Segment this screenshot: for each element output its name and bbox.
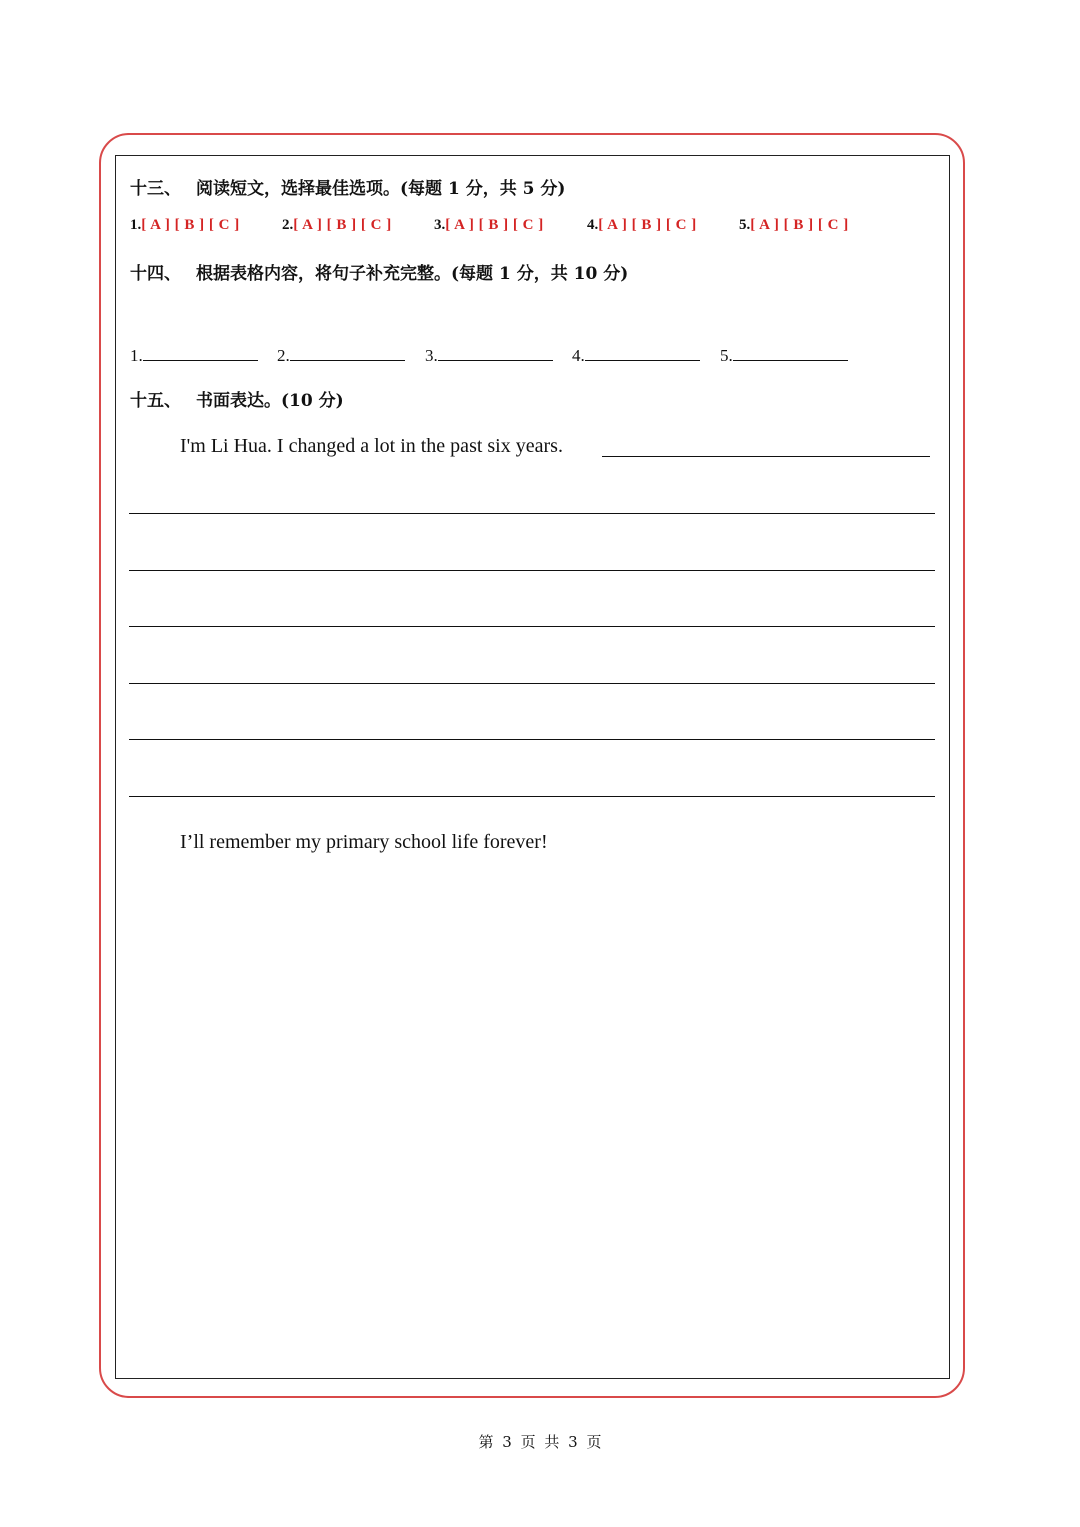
blank-line[interactable]: [143, 344, 258, 361]
fill-blank-2[interactable]: [277, 344, 405, 366]
choice-options[interactable]: [ A ] [ B ] [ C ]: [141, 217, 240, 233]
section-14-number: 十四、: [130, 264, 181, 284]
choice-options[interactable]: [ A ] [ B ] [ C ]: [445, 217, 544, 233]
choice-number: 5.: [739, 217, 751, 233]
essay-opening-sentence: I'm Li Hua. I changed a lot in the past six years.: [180, 435, 563, 457]
page-number-footer: 第 3 页 共 3 页: [478, 1433, 602, 1451]
fill-blank-3[interactable]: [425, 344, 553, 366]
blank-number: 5.: [720, 346, 733, 365]
blank-number: 1.: [130, 346, 143, 365]
section-13-number: 十三、: [130, 179, 181, 199]
choice-number: 2.: [282, 217, 294, 233]
choice-options[interactable]: [ A ] [ B ] [ C ]: [598, 217, 697, 233]
writing-line[interactable]: [129, 513, 935, 514]
section-13-title: 阅读短文，选择最佳选项。(每题 1 分，共 5 分): [196, 179, 566, 199]
fill-blank-1[interactable]: [130, 344, 258, 366]
blank-line[interactable]: [733, 344, 848, 361]
section-13-heading: [130, 174, 565, 199]
choice-number: 3.: [434, 217, 446, 233]
writing-line[interactable]: [129, 739, 935, 740]
blank-line[interactable]: [438, 344, 553, 361]
choice-number: 1.: [130, 217, 142, 233]
writing-line[interactable]: [129, 796, 935, 797]
fill-blank-5[interactable]: [720, 344, 848, 366]
writing-line[interactable]: [129, 683, 935, 684]
choice-1[interactable]: [130, 217, 240, 234]
blank-number: 3.: [425, 346, 438, 365]
choice-3[interactable]: [434, 217, 544, 234]
blank-line[interactable]: [290, 344, 405, 361]
answer-sheet-inner-frame: [115, 155, 950, 1379]
blank-number: 2.: [277, 346, 290, 365]
writing-line[interactable]: [129, 570, 935, 571]
blank-line[interactable]: [585, 344, 700, 361]
essay-closing-sentence: I’ll remember my primary school life forever!: [180, 831, 548, 853]
blank-number: 4.: [572, 346, 585, 365]
choice-5[interactable]: [739, 217, 849, 234]
choice-options[interactable]: [ A ] [ B ] [ C ]: [750, 217, 849, 233]
section-14-title: 根据表格内容，将句子补充完整。(每题 1 分，共 10 分): [196, 264, 629, 284]
section-15-number: 十五、: [130, 391, 181, 411]
choice-options[interactable]: [ A ] [ B ] [ C ]: [293, 217, 392, 233]
writing-line[interactable]: [129, 626, 935, 627]
choice-number: 4.: [587, 217, 599, 233]
choice-4[interactable]: [587, 217, 697, 234]
section-15-title: 书面表达。(10 分): [196, 391, 344, 411]
writing-line-first[interactable]: [602, 456, 930, 457]
fill-blank-4[interactable]: [572, 344, 700, 366]
section-14-heading: [130, 259, 628, 284]
section-15-heading: [130, 386, 344, 411]
choice-2[interactable]: [282, 217, 392, 234]
